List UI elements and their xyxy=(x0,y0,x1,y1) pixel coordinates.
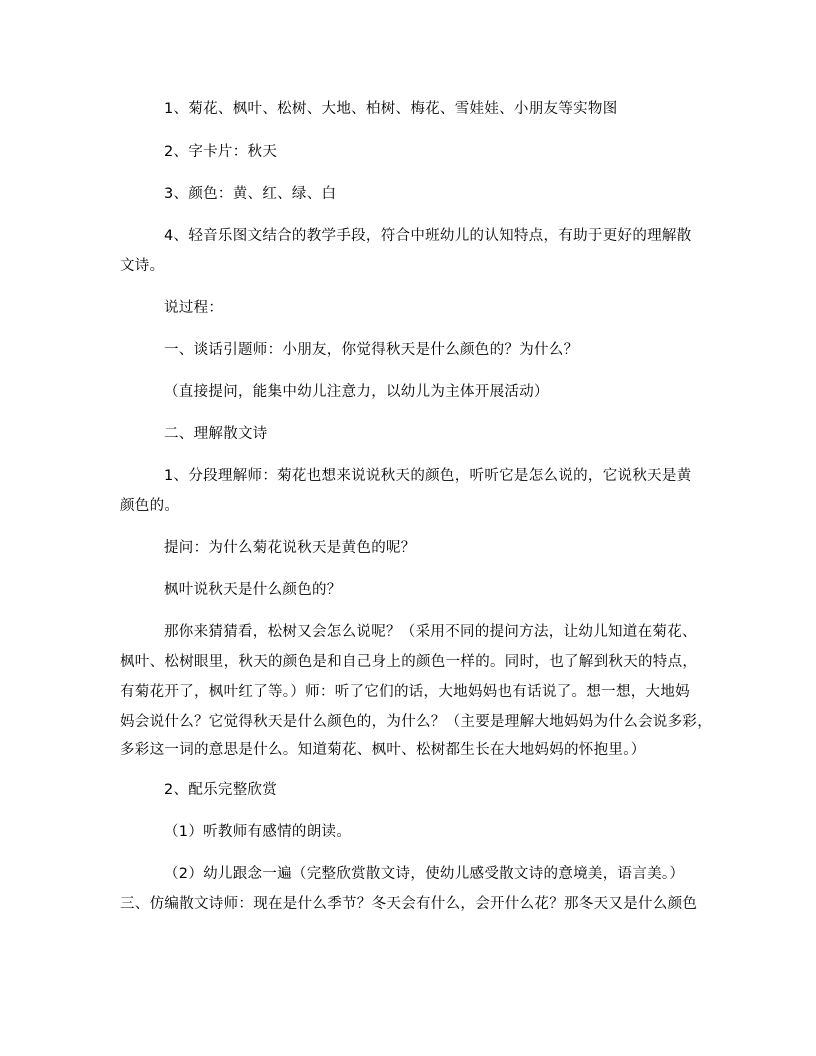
step-2-1-paragraph: 1、分段理解师：菊花也想来说说秋天的颜色，听听它是怎么说的，它说秋天是黄 xyxy=(164,468,692,484)
step-2-2-item-1: （1）听教师有感情的朗读。 xyxy=(164,824,352,840)
step-1-note: （直接提问，能集中幼儿注意力，以幼儿为主体开展活动） xyxy=(164,384,549,400)
step-2-heading: 二、理解散文诗 xyxy=(164,426,268,442)
materials-item-2: 2、字卡片：秋天 xyxy=(164,144,278,160)
materials-item-4-cont: 文诗。 xyxy=(120,258,165,274)
step-3-heading: 三、仿编散文诗师：现在是什么季节？冬天会有什么，会开什么花？那冬天又是什么颜色 xyxy=(120,896,698,912)
step-2-2-item-2: （2）幼儿跟念一遍（完整欣赏散文诗，使幼儿感受散文诗的意境美，语言美。） xyxy=(164,866,685,882)
materials-item-4: 4、轻音乐图文结合的教学手段，符合中班幼儿的认知特点，有助于更好的理解散 xyxy=(164,228,692,244)
question-line: 提问：为什么菊花说秋天是黄色的呢？ xyxy=(164,540,416,556)
maple-question-line: 枫叶说秋天是什么颜色的？ xyxy=(164,582,342,598)
pine-paragraph-line-4: 妈会说什么？它觉得秋天是什么颜色的，为什么？（主要是理解大地妈妈为什么会说多彩， xyxy=(120,714,712,730)
pine-paragraph-line-2: 枫叶、松树眼里，秋天的颜色是和自己身上的颜色一样的。同时，也了解到秋天的特点， xyxy=(120,654,698,670)
step-2-2-heading: 2、配乐完整欣赏 xyxy=(164,782,278,798)
section-heading-process: 说过程： xyxy=(164,300,224,316)
pine-paragraph-line-5: 多彩这一词的意思是什么。知道菊花、枫叶、松树都生长在大地妈妈的怀抱里。） xyxy=(120,742,646,758)
materials-item-1: 1、菊花、枫叶、松树、大地、柏树、梅花、雪娃娃、小朋友等实物图 xyxy=(164,101,618,117)
pine-paragraph-line-3: 有菊花开了，枫叶红了等。）师：听了它们的话，大地妈妈也有话说了。想一想，大地妈 xyxy=(120,684,690,700)
step-2-1-paragraph-cont: 颜色的。 xyxy=(120,498,180,514)
pine-paragraph-line-1: 那你来猜猜看，松树又会怎么说呢？（采用不同的提问方法，让幼儿知道在菊花、 xyxy=(164,624,697,640)
step-1-heading: 一、谈话引题师：小朋友，你觉得秋天是什么颜色的？为什么？ xyxy=(164,342,579,358)
materials-item-3: 3、颜色：黄、红、绿、白 xyxy=(164,186,337,202)
